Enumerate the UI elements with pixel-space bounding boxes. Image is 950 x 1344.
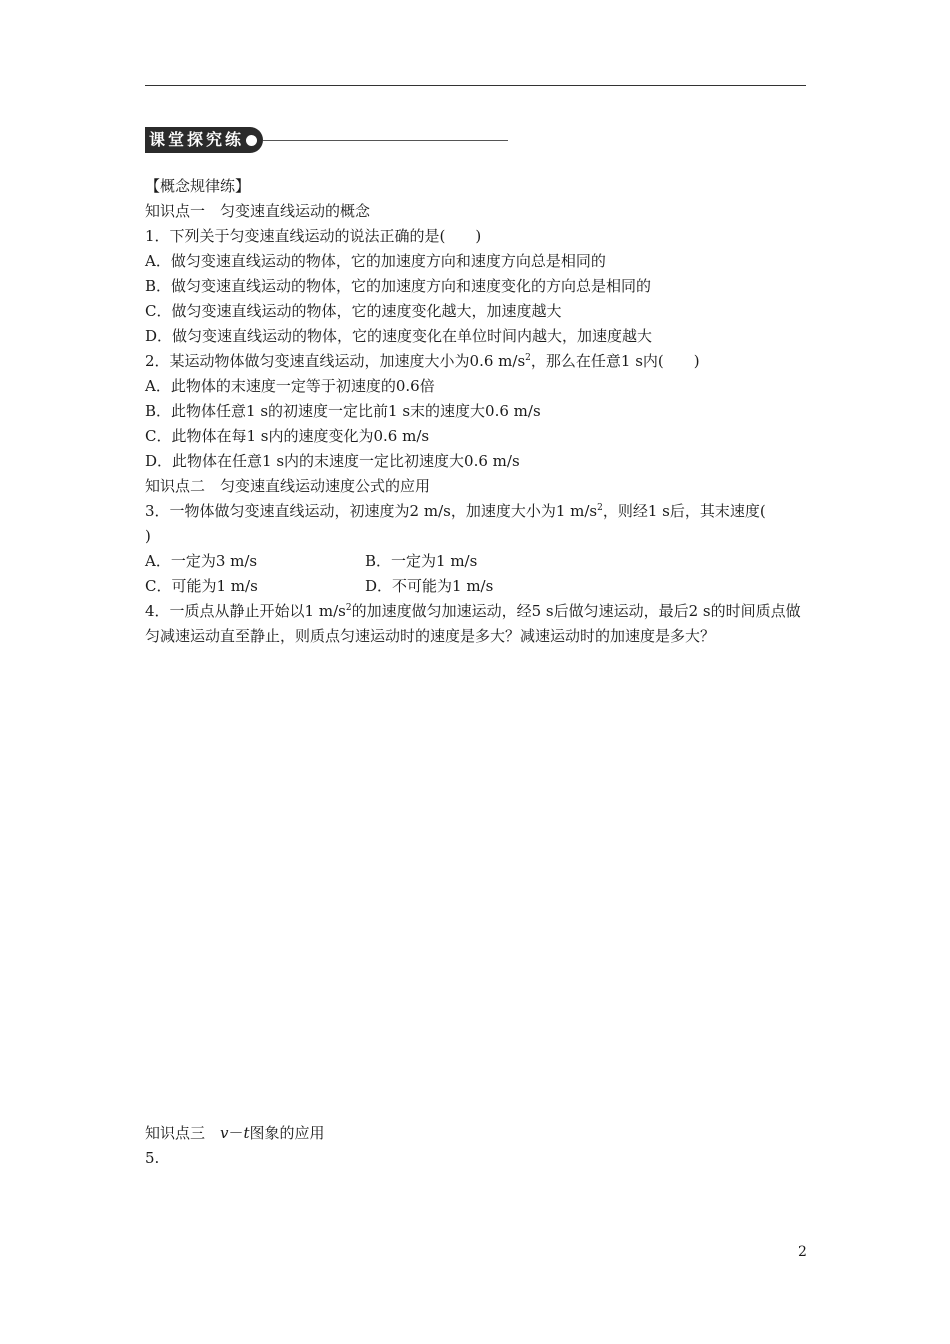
question-3-option-b: B．一定为1 m/s — [365, 552, 478, 570]
page-number: 2 — [798, 1244, 807, 1260]
question-3-option-d: D．不可能为1 m/s — [365, 577, 494, 595]
knowledge-point-3 — [145, 1121, 810, 1171]
knowledge-point-2-title: 知识点二 匀变速直线运动速度公式的应用 — [145, 477, 431, 495]
section-banner — [145, 127, 508, 153]
question-5-stem: 5. — [145, 1149, 160, 1167]
question-3-option-c: C．可能为1 m/s — [145, 577, 258, 595]
question-1-option-a: A．做匀变速直线运动的物体，它的加速度方向和速度方向总是相同的 — [145, 252, 606, 270]
question-3-stem: 3．一物体做匀变速直线运动，初速度为2 m/s，加速度大小为1 $m/s^2$，则经1 s后，其末速度( — [145, 502, 766, 520]
question-1-stem: 1．下列关于匀变速直线运动的说法正确的是( ) — [145, 227, 482, 245]
knowledge-point-1-title: 知识点一 匀变速直线运动的概念 — [145, 202, 371, 220]
question-4-text: 4．一质点从静止开始以1 $m/s^2$的加速度做匀加速运动，经5 s后做匀速运动，最后2 s的时间质点做匀减速运动直至静止，则质点匀速运动时的速度是多大？减速运动时的加速度是多大？ — [145, 602, 801, 645]
question-1-option-d: D．做匀变速直线运动的物体，它的速度变化在单位时间内越大，加速度越大 — [145, 327, 653, 345]
bullet-dot-icon — [246, 135, 257, 146]
question-2-option-d: D．此物体在任意1 s内的末速度一定比初速度大0.6 m/s — [145, 452, 520, 470]
knowledge-point-3-title: 知识点三 v－t图象的应用 — [145, 1124, 325, 1142]
section-header: 【概念规律练】 — [145, 177, 251, 195]
question-2-option-c: C．此物体在每1 s内的速度变化为0.6 m/s — [145, 427, 430, 445]
question-2-option-b: B．此物体任意1 s的初速度一定比前1 s末的速度大0.6 m/s — [145, 402, 541, 420]
question-3-options-row-2 — [145, 574, 810, 599]
question-1-option-c: C．做匀变速直线运动的物体，它的速度变化越大，加速度越大 — [145, 302, 562, 320]
question-3-stem-close: ) — [145, 527, 151, 545]
question-1-option-b: B．做匀变速直线运动的物体，它的加速度方向和速度变化的方向总是相同的 — [145, 277, 652, 295]
banner-rule — [263, 140, 508, 141]
banner-label — [145, 127, 263, 153]
question-3-options-row-1 — [145, 549, 810, 574]
banner-title: 课堂探究练 — [149, 130, 245, 149]
question-2-stem: 2．某运动物体做匀变速直线运动，加速度大小为0.6 $m/s^2$，那么在任意1 s内( ) — [145, 352, 700, 370]
exercise-content — [145, 174, 810, 649]
question-2-option-a: A．此物体的末速度一定等于初速度的0.6倍 — [145, 377, 435, 395]
question-3-option-a: A．一定为3 m/s — [145, 552, 258, 570]
header-rule — [145, 85, 806, 86]
